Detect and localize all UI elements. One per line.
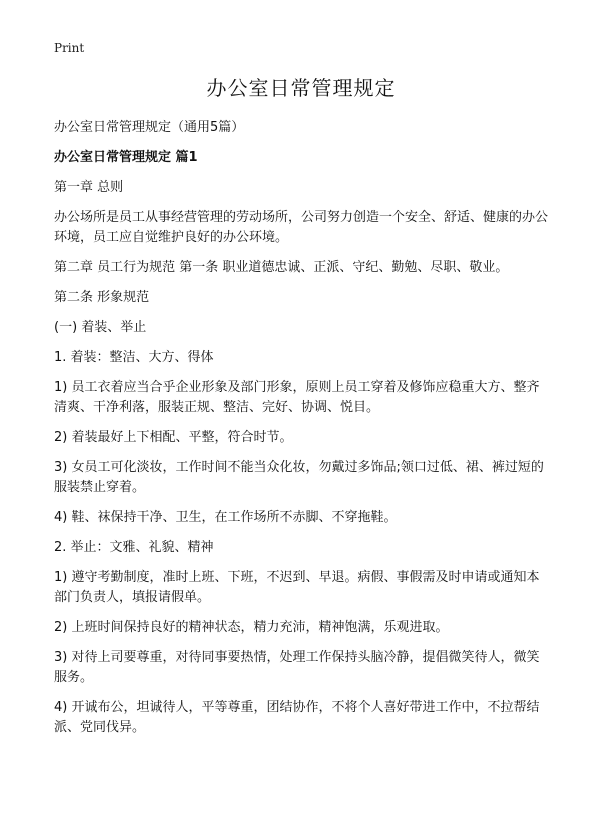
paragraph: 第二条 形象规范 — [54, 290, 150, 305]
paragraph: 2. 举止：文雅、礼貌、精神 — [54, 540, 214, 555]
paragraph: 1) 员工衣着应当合乎企业形象及部门形象，原则上员工穿着及修饰应稳重大方、整齐清爽、干净利落，服装正规、整洁、完好、协调、悦目。 — [54, 380, 540, 415]
paragraph: 办公场所是员工从事经营管理的劳动场所，公司努力创造一个安全、舒适、健康的办公环境，员工应自觉维护良好的办公环境。 — [54, 210, 549, 245]
paragraph: 1. 着装：整洁、大方、得体 — [54, 350, 214, 365]
paragraph: (一) 着装、举止 — [54, 320, 147, 335]
section-heading: 办公室日常管理规定 篇1 — [54, 150, 198, 165]
paragraph: 4) 鞋、袜保持干净、卫生，在工作场所不赤脚、不穿拖鞋。 — [54, 510, 397, 525]
paragraph: 3) 对待上司要尊重，对待同事要热情，处理工作保持头脑冷静，提倡微笑待人，微笑服务。 — [54, 650, 540, 685]
document-title: 办公室日常管理规定 — [206, 76, 396, 100]
paragraph: 3) 女员工可化淡妆，工作时间不能当众化妆，勿戴过多饰品;领口过低、裙、裤过短的服装禁止穿着。 — [54, 460, 544, 495]
paragraph: 2) 着装最好上下相配、平整，符合时节。 — [54, 430, 293, 445]
paragraph: 1) 遵守考勤制度，准时上班、下班，不迟到、早退。病假、事假需及时申请或通知本部门负责人，填报请假单。 — [54, 570, 540, 605]
paragraph: 4) 开诚布公，坦诚待人，平等尊重，团结协作，不将个人喜好带进工作中，不拉帮结派、党同伐异。 — [54, 700, 540, 735]
paragraph-subtitle: 办公室日常管理规定（通用5篇） — [54, 120, 245, 135]
chapter-heading: 第一章 总则 — [54, 180, 124, 195]
paragraph: 2) 上班时间保持良好的精神状态，精力充沛，精神饱满，乐观进取。 — [54, 620, 449, 635]
print-link[interactable]: Print — [54, 41, 85, 55]
paragraph: 第二章 员工行为规范 第一条 职业道德忠诚、正派、守纪、勤勉、尽职、敬业。 — [54, 260, 509, 275]
document-body — [54, 118, 548, 738]
